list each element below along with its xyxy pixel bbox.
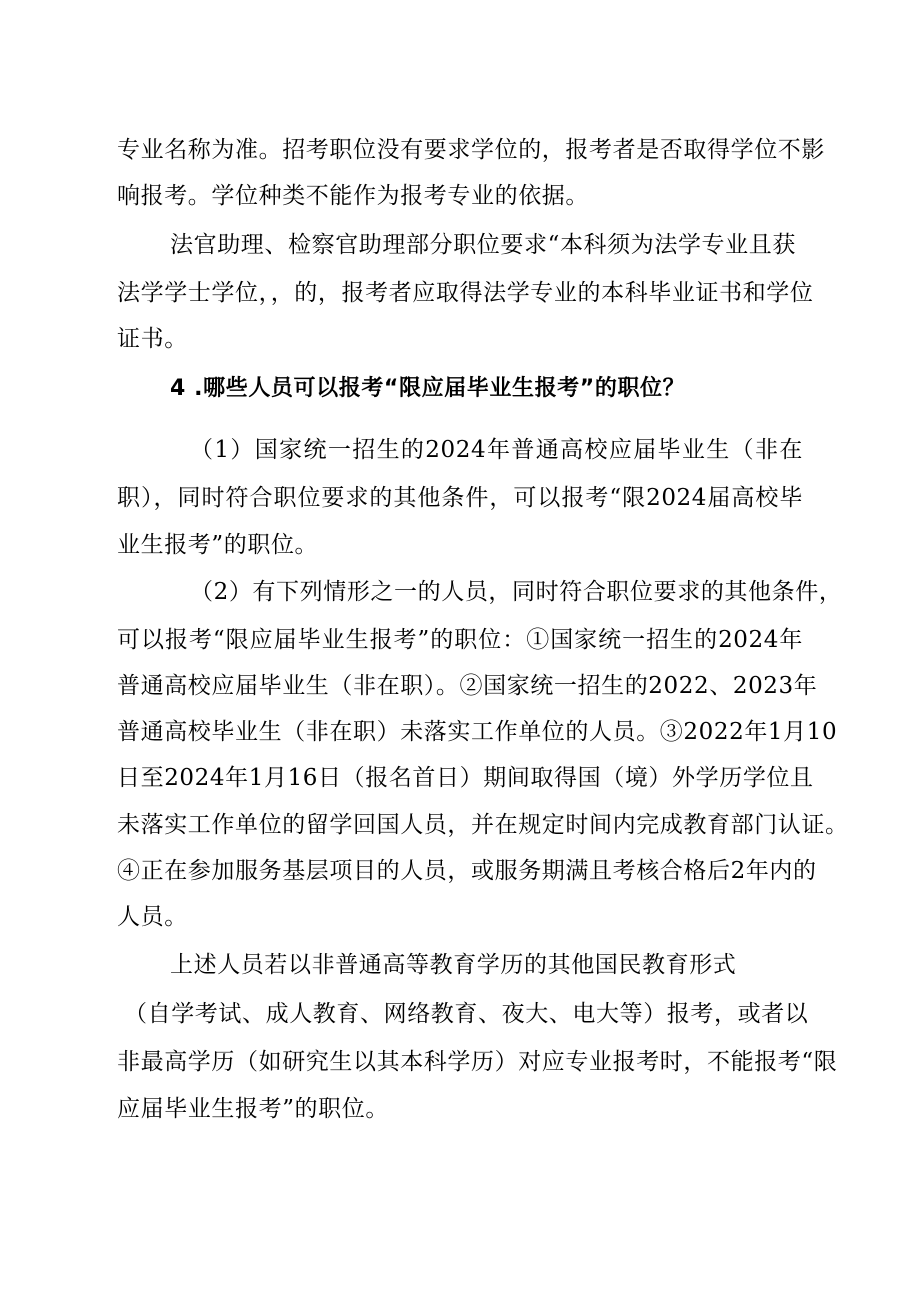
text-line: 响报考。学位种类不能作为报考专业的依据。 bbox=[117, 183, 589, 209]
text-line: 可以报考“限应届毕业生报考”的职位：①国家统一招生的2024年 bbox=[117, 627, 803, 653]
paragraph-line: 上述人员若以非普通高等教育学历的其他国民教育形式 bbox=[170, 952, 737, 978]
text-line: 普通高校应届毕业生（非在职）。②国家统一招生的2022、2023年 bbox=[117, 673, 818, 699]
text-line: 职），同时符合职位要求的其他条件，可以报考“限2024届高校毕 bbox=[117, 485, 803, 511]
text-line: 应届毕业生报考”的职位。 bbox=[117, 1096, 389, 1122]
section-heading: 4 .哪些人员可以报考“限应届毕业生报考”的职位？ bbox=[170, 376, 686, 401]
text-line: 人员。 bbox=[117, 904, 188, 930]
text-line: 未落实工作单位的留学回国人员，并在规定时间内完成教育部门认证。 bbox=[117, 812, 849, 838]
text-line: ④正在参加服务基层项目的人员，或服务期满且考核合格后2年内的 bbox=[117, 858, 817, 884]
text-line: 法学学士学位，，的，报考者应取得法学专业的本科毕业证书和学位 bbox=[117, 280, 814, 306]
text-line: 非最高学历（如研究生以其本科学历）对应专业报考时，不能报考“限 bbox=[117, 1049, 838, 1075]
paragraph-line: （2）有下列情形之一的人员，同时符合职位要求的其他条件， bbox=[190, 579, 843, 605]
paragraph-line: 法官助理、检察官助理部分职位要求“本科须为法学专业且获 bbox=[170, 232, 796, 258]
text-line: 证书。 bbox=[117, 326, 188, 352]
text-line: 日至2024年1月16日（报名首日）期间取得国（境）外学历学位且 bbox=[117, 765, 814, 791]
text-line: 专业名称为准。招考职位没有要求学位的，报考者是否取得学位不影 bbox=[117, 137, 825, 163]
text-line: 业生报考”的职位。 bbox=[117, 532, 319, 558]
text-line: 普通高校毕业生（非在职）未落实工作单位的人员。③2022年1月10 bbox=[117, 719, 838, 745]
paragraph-line: （1）国家统一招生的2024年普通高校应届毕业生（非在 bbox=[190, 437, 803, 463]
text-line: （自学考试、成人教育、网络教育、夜大、电大等）报考，或者以 bbox=[124, 1001, 809, 1027]
